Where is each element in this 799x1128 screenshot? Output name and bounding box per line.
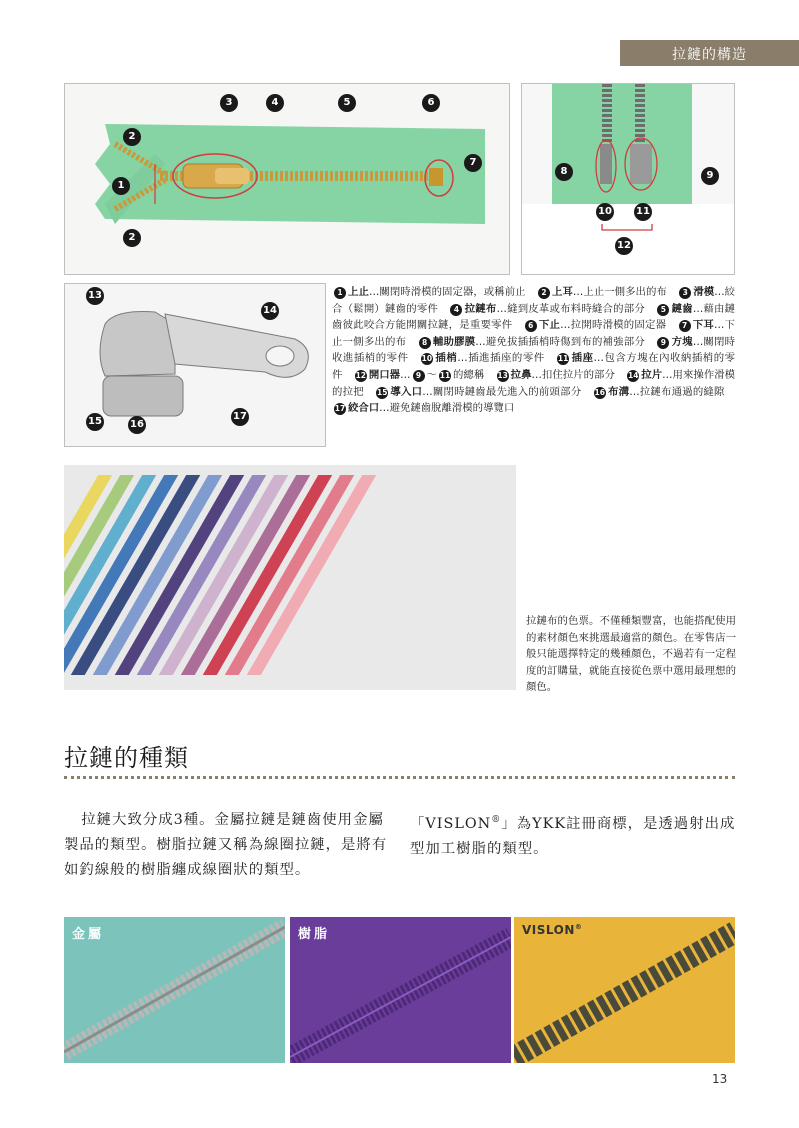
part-badge-main: 4 <box>266 94 284 112</box>
part-term: 拉鼻 <box>510 368 532 381</box>
part-badge-main: 6 <box>422 94 440 112</box>
color-chart-photo <box>64 465 516 690</box>
types-paragraph-left: 拉鏈大致分成3種。金屬拉鏈是鏈齒使用金屬製品的類型。樹脂拉鏈又稱為線圈拉鏈，是將有如釣線般的樹脂纏成線圈狀的類型。 <box>64 812 388 878</box>
section-header-band <box>620 40 799 66</box>
page-number: 13 <box>712 1072 728 1086</box>
part-description: …關閉時鏈齒最先進入的前頭部分 <box>422 385 582 398</box>
part-entry <box>374 386 592 398</box>
part-range-start-badge: 9 <box>413 370 425 382</box>
part-badge-main: 7 <box>464 154 482 172</box>
part-entry <box>448 303 655 315</box>
part-description: …下止一側多出的布 <box>332 319 736 348</box>
part-term: 滑模 <box>693 286 715 298</box>
part-entry <box>495 369 626 381</box>
part-badge-detail: 11 <box>634 203 652 221</box>
part-description: …上止一側多出的布 <box>572 286 667 298</box>
part-number-badge: 13 <box>497 370 508 380</box>
part-number-badge: 5 <box>657 304 669 316</box>
part-entry <box>523 319 677 331</box>
part-badge-slider: 14 <box>261 302 279 320</box>
part-description: …關閉時收進插梢的零件 <box>332 335 736 365</box>
part-number-badge: 3 <box>679 287 691 299</box>
section-header-label: 拉鏈的構造 <box>672 47 747 63</box>
part-term: 絞合口 <box>348 402 380 415</box>
part-badge-slider: 16 <box>128 416 146 434</box>
part-number-badge: 12 <box>355 370 367 380</box>
part-term: 拉鏈布 <box>464 302 497 315</box>
vislon-label-text: VISLON <box>522 923 575 937</box>
part-term: 下止 <box>538 319 561 332</box>
part-entry <box>332 402 525 414</box>
slider-closeup-photo <box>64 283 326 447</box>
part-number-badge: 7 <box>679 320 691 332</box>
part-number-badge: 15 <box>377 387 388 397</box>
part-badge-detail: 9 <box>701 167 719 185</box>
zipper-anatomy-photo <box>64 83 510 275</box>
color-chart-illustration <box>64 465 516 690</box>
part-term: 布溝 <box>607 385 630 398</box>
separating-end-photo <box>521 83 735 275</box>
slider-illustration <box>65 284 326 447</box>
part-description: 的總稱 <box>452 368 485 381</box>
part-badge-main: 2 <box>123 229 141 247</box>
part-description: …拉開時滑模的固定器 <box>560 319 667 332</box>
swatch-label-resin: 樹脂 <box>298 927 331 942</box>
part-range-end-badge: 11 <box>439 370 451 380</box>
part-term: 導入口 <box>390 385 423 398</box>
part-number-badge: 8 <box>419 337 431 349</box>
part-badge-detail: 12 <box>615 237 633 255</box>
swatch-metal <box>64 917 285 1063</box>
swatch-label-metal: 金屬 <box>72 927 105 942</box>
part-entry <box>536 286 677 298</box>
part-number-badge: 17 <box>334 404 346 414</box>
part-description: …扣住拉片的部分 <box>531 368 615 381</box>
part-number-badge: 1 <box>334 287 346 299</box>
part-number-badge: 9 <box>657 337 669 349</box>
dotted-divider <box>64 776 735 779</box>
part-description: …縫到皮革或布料時縫合的部分 <box>496 302 645 315</box>
part-number-badge: 6 <box>525 320 537 332</box>
part-number-badge: 14 <box>628 370 639 380</box>
part-badge-main: 5 <box>338 94 356 112</box>
part-description: …避免拔插插梢時傷到布的補強部分 <box>475 335 645 348</box>
part-badge-slider: 17 <box>231 408 249 426</box>
part-badge-detail: 8 <box>555 163 573 181</box>
vislon-zipper-illustration <box>514 917 735 1063</box>
part-entry <box>419 352 555 364</box>
part-term: 插梢 <box>434 352 458 365</box>
part-description: …拉鏈布通過的縫隙 <box>629 385 725 398</box>
part-description: …插進插座的零件 <box>457 352 545 365</box>
part-term: 上耳 <box>551 286 573 298</box>
part-description: …包含方塊在內收納插梢的零件 <box>332 352 736 381</box>
part-term: 方塊 <box>671 335 693 348</box>
part-entry <box>353 369 495 381</box>
part-range-separator: ～ <box>426 368 437 381</box>
part-term: 拉片 <box>641 368 663 381</box>
part-description: …用來操作滑模的拉把 <box>332 368 736 398</box>
part-term: 鏈齒 <box>671 302 693 315</box>
swatch-label-vislon <box>522 923 582 937</box>
part-number-badge: 11 <box>557 354 569 364</box>
part-description: …藉由鏈齒彼此咬合方能開關拉鏈，是重要零件 <box>332 302 736 332</box>
swatch-resin <box>290 917 511 1063</box>
part-term: 下耳 <box>692 319 715 332</box>
part-badge-main: 3 <box>220 94 238 112</box>
section-title: 拉鏈的種類 <box>64 744 189 772</box>
part-term: 輔助膠膜 <box>432 335 476 348</box>
color-chart-caption: 拉鏈布的色票。不僅種類豐富，也能搭配使用的素材顏色來挑選最適當的顏色。在零售店一般只能選擇特定的幾種顏色，不過若有一定程度的訂購量，就能直接從色票中選用最理想的顏色。 <box>526 615 736 694</box>
part-badge-main: 2 <box>123 128 141 146</box>
registered-mark: ® <box>491 815 502 825</box>
part-desc-prefix: … <box>400 368 411 381</box>
vislon-desc: 」為YKK註冊商標，是透過射出成型加工樹脂的類型。 <box>410 815 736 857</box>
part-number-badge: 4 <box>450 304 462 316</box>
part-term: 上止 <box>348 286 369 298</box>
parts-description <box>332 284 735 417</box>
part-description: …避免鏈齒脫離滑模的導覽口 <box>379 402 515 415</box>
vislon-label-reg: ® <box>574 923 583 931</box>
part-entry <box>592 386 735 398</box>
part-badge-slider: 15 <box>86 413 104 431</box>
vislon-quote-open: 「VISLON <box>410 815 492 832</box>
part-badge-main: 1 <box>112 177 130 195</box>
part-term: 開口器 <box>368 368 401 381</box>
part-entry <box>417 336 656 348</box>
part-description: …絞合（鬆開）鏈齒的零件 <box>332 286 736 315</box>
types-paragraph-right <box>410 808 736 862</box>
part-number-badge: 2 <box>538 287 550 299</box>
swatch-vislon <box>514 917 735 1063</box>
part-badge-detail: 10 <box>596 203 614 221</box>
part-description: …關閉時滑模的固定器，或稱前止 <box>368 286 526 298</box>
part-number-badge: 10 <box>421 354 433 364</box>
part-badge-slider: 13 <box>86 287 104 305</box>
part-entry <box>332 286 536 298</box>
part-term: 插座 <box>571 352 594 365</box>
part-number-badge: 16 <box>594 387 605 397</box>
